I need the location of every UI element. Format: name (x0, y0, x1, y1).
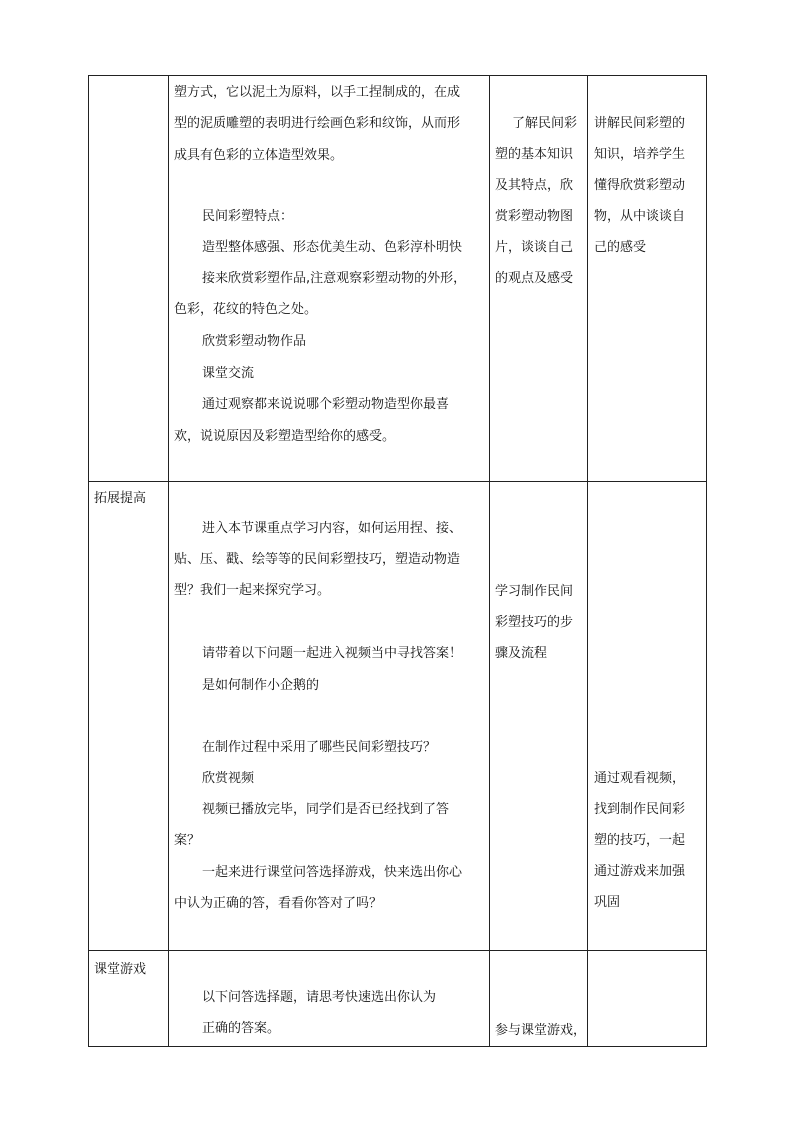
stage-cell (89, 482, 169, 951)
content-line: 欢，说说原因及彩塑造型给你的感受。 (174, 429, 396, 444)
student-line: 学习制作民间 (495, 584, 574, 599)
stage-label: 拓展提高 (94, 491, 147, 506)
student-line: 及其特点，欣 (495, 178, 574, 193)
content-line: 一起来进行课堂问答选择游戏，快来选出你心 (202, 865, 463, 880)
design-purpose-cell (588, 76, 707, 482)
purpose-line: 物，从中谈谈自 (594, 209, 686, 224)
content-line: 中认为正确的答，看看你答对了吗？ (174, 896, 383, 911)
table-row (89, 482, 707, 951)
design-purpose-cell (588, 482, 707, 951)
student-line: 骤及流程 (495, 646, 548, 661)
content-line: 型的泥质雕塑的表明进行绘画色彩和纹饰，从而形 (174, 116, 461, 131)
purpose-line: 通过游戏来加强 (594, 864, 686, 879)
content-line: 贴、压、戳、绘等等的民间彩塑技巧，塑造动物造 (174, 552, 461, 567)
content-cell (169, 482, 490, 951)
purpose-line: 懂得欣赏彩塑动 (594, 178, 686, 193)
purpose-line: 通过观看视频， (594, 771, 686, 786)
student-line: 了解民间彩 (512, 116, 578, 131)
student-line: 片，谈谈自己 (495, 240, 574, 255)
student-line: 彩塑技巧的步 (495, 615, 574, 630)
student-line: 赏彩塑动物图 (495, 209, 574, 224)
purpose-line: 己的感受 (594, 240, 647, 255)
student-activity-cell (490, 76, 588, 482)
purpose-line: 塑的技巧，一起 (594, 833, 686, 848)
content-line: 请带着以下问题一起进入视频当中寻找答案！ (202, 646, 463, 661)
content-line: 是如何制作小企鹅的 (202, 678, 320, 693)
content-line: 在制作过程中采用了哪些民间彩塑技巧？ (202, 740, 437, 755)
content-line: 民间彩塑特点： (202, 209, 294, 224)
purpose-line: 讲解民间彩塑的 (594, 116, 686, 131)
content-line: 课堂交流 (202, 366, 255, 381)
purpose-line: 找到制作民间彩 (594, 802, 686, 817)
content-line: 成具有色彩的立体造型效果。 (174, 148, 344, 163)
content-line: 正确的答案。 (202, 1021, 281, 1036)
content-line: 型？我们一起来探究学习。 (174, 583, 331, 598)
table-row (89, 76, 707, 482)
content-line: 造型整体感强、形态优美生动、色彩淳朴明快 (202, 240, 463, 255)
stage-cell (89, 951, 169, 1047)
content-line: 通过观察都来说说哪个彩塑动物造型你最喜 (202, 397, 450, 412)
stage-cell (89, 76, 169, 482)
content-line: 欣赏彩塑动物作品 (202, 334, 307, 349)
table-row (89, 951, 707, 1047)
purpose-line: 知识，培养学生 (594, 147, 686, 162)
purpose-line: 巩固 (594, 895, 621, 910)
student-line: 的观点及感受 (495, 271, 574, 286)
student-line: 塑的基本知识 (495, 147, 574, 162)
content-line: 进入本节课重点学习内容，如何运用捏、接、 (202, 521, 463, 536)
content-line: 以下问答选择题，请思考快速选出你认为 (202, 990, 437, 1005)
content-line: 塑方式，它以泥土为原料，以手工捏制成的，在成 (174, 85, 461, 100)
student-activity-cell (490, 951, 588, 1047)
content-line: 接来欣赏彩塑作品,注意观察彩塑动物的外形， (202, 271, 467, 286)
content-line: 欣赏视频 (202, 771, 255, 786)
student-activity-cell (490, 482, 588, 951)
content-line: 色彩，花纹的特色之处。 (174, 302, 318, 317)
content-cell (169, 76, 490, 482)
lesson-plan-table (88, 75, 707, 1047)
content-line: 视频已播放完毕，同学们是否已经找到了答 (202, 802, 450, 817)
student-line: 参与课堂游戏， (495, 1023, 587, 1038)
content-line: 案？ (174, 833, 201, 848)
stage-label: 课堂游戏 (94, 962, 147, 977)
design-purpose-cell (588, 951, 707, 1047)
content-cell (169, 951, 490, 1047)
